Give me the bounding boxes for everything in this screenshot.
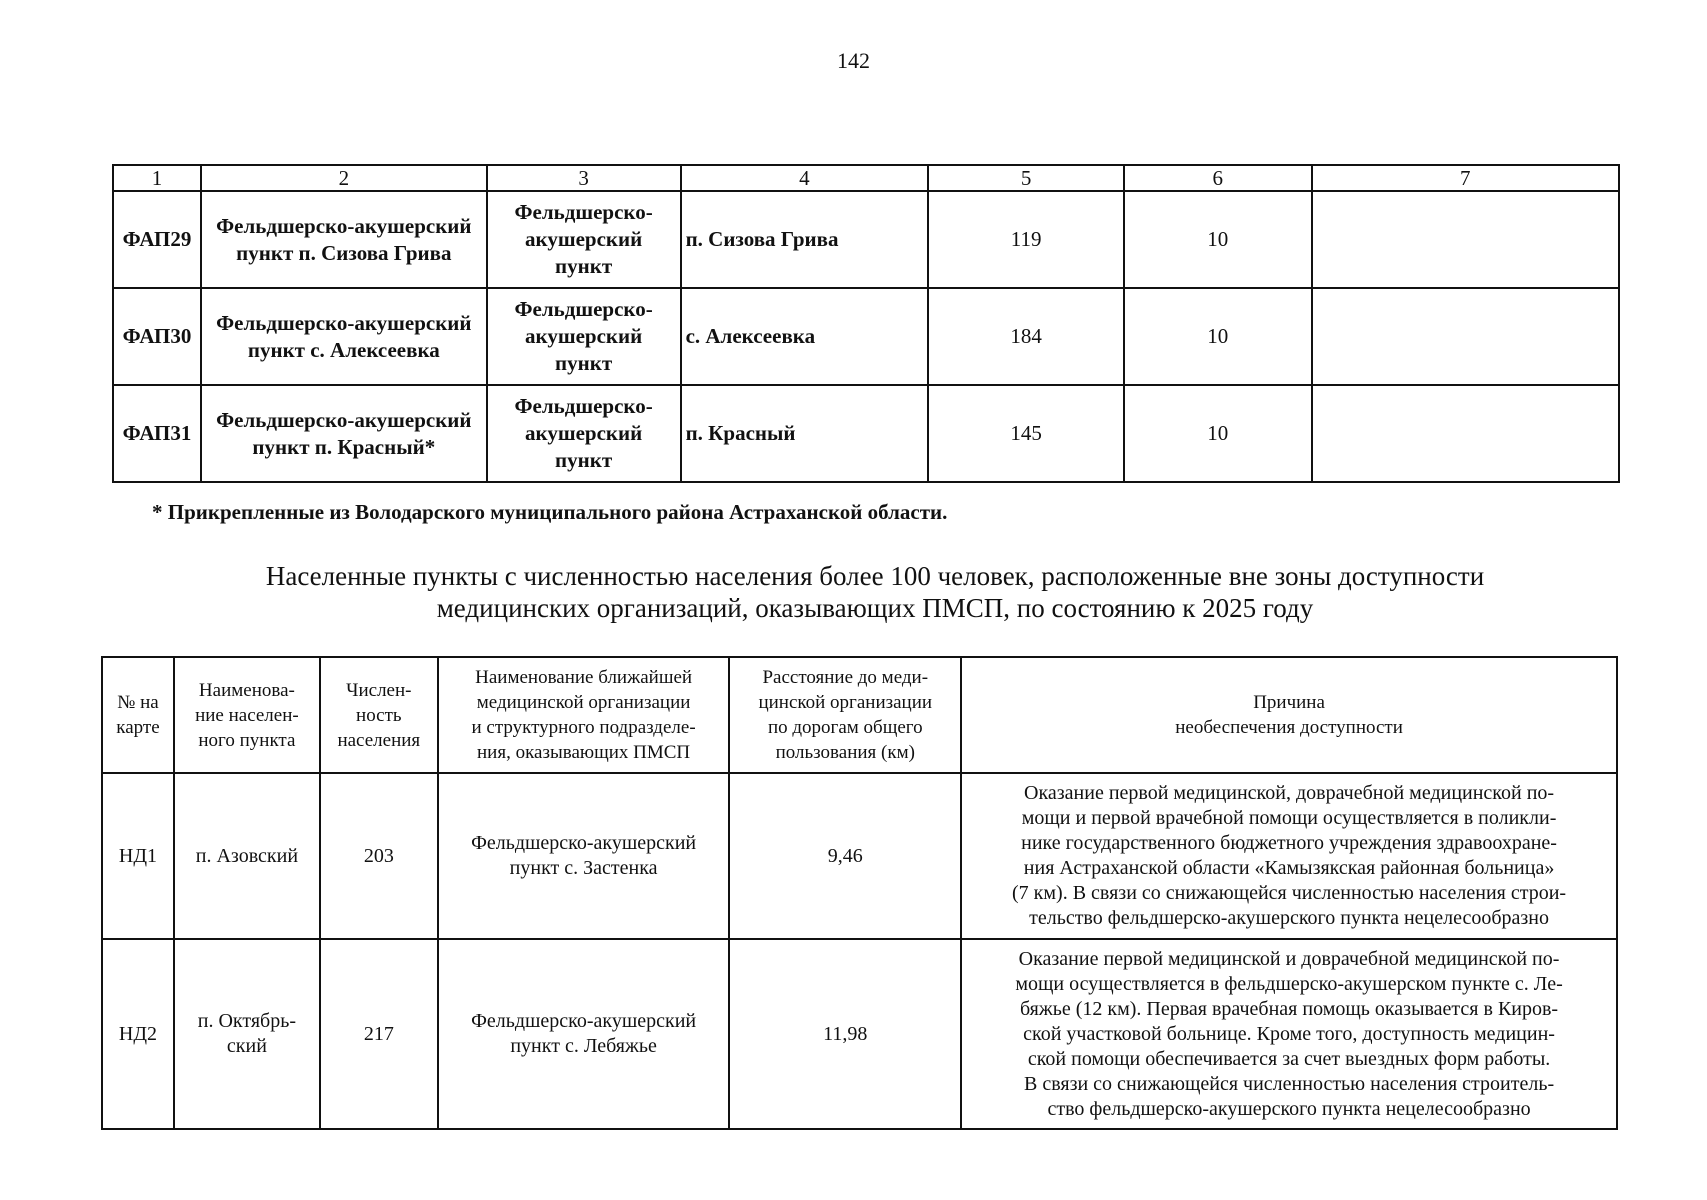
map-no: НД2	[102, 939, 174, 1129]
table-row	[102, 773, 1617, 939]
facility-type: Фельдшерско- акушерский пункт	[487, 288, 681, 385]
column-number: 5	[928, 165, 1124, 191]
header-map-no: № на карте	[102, 657, 174, 773]
table-header-row	[113, 165, 1619, 191]
section-heading	[0, 560, 1707, 624]
table-row	[102, 939, 1617, 1129]
facility-name: Фельдшерско-акушерский пункт с. Алексеевка	[201, 288, 487, 385]
facility-type: Фельдшерско- акушерский пункт	[487, 385, 681, 482]
facility-name: Фельдшерско-акушерский пункт п. Сизова Грива	[201, 191, 487, 288]
facility-type: Фельдшерско- акушерский пункт	[487, 191, 681, 288]
header-distance: Расстояние до меди- цинской организации по дорогам общего пользования (км)	[729, 657, 961, 773]
settlements-table	[101, 656, 1618, 1130]
table-row	[113, 288, 1619, 385]
nearest-org: Фельдшерско-акушерский пункт с. Лебяжье	[438, 939, 730, 1129]
column-number: 4	[681, 165, 929, 191]
facility-col6: 10	[1124, 385, 1312, 482]
facility-col5: 184	[928, 288, 1124, 385]
heading-line: Населенные пункты с численностью населения более 100 человек, расположенные вне зоны доступности	[265, 561, 1485, 591]
column-number: 2	[201, 165, 487, 191]
facilities-table	[112, 164, 1620, 483]
facility-locality: п. Красный	[681, 385, 929, 482]
column-number: 7	[1312, 165, 1619, 191]
facility-code: ФАП31	[113, 385, 201, 482]
facility-col7	[1312, 191, 1619, 288]
reason: Оказание первой медицинской и доврачебной медицинской по- мощи осуществляется в фельдшерско-акушерском пункте с. Ле- бяжье (12 км). Первая врачебная помощь оказывается в Киров- ской участковой больнице. Кроме того, доступность медицин- ской помощи обеспечивается за счет выездных форм работы. В связи со снижающейся численностью населения строитель- ство фельдшерско-акушерского пункта нецелесообразно	[961, 939, 1617, 1129]
distance: 11,98	[729, 939, 961, 1129]
facility-locality: п. Сизова Грива	[681, 191, 929, 288]
header-nearest-org: Наименование ближайшей медицинской организации и структурного подразделе- ния, оказывающих ПМСП	[438, 657, 730, 773]
facility-col6: 10	[1124, 288, 1312, 385]
population: 217	[320, 939, 438, 1129]
nearest-org: Фельдшерско-акушерский пункт с. Застенка	[438, 773, 730, 939]
reason: Оказание первой медицинской, доврачебной медицинской по- мощи и первой врачебной помощи осуществляется в поликли- нике государственного бюджетного учреждения здравоохране- ния Астраханской области «Камызякская районная больница» (7 км). В связи со снижающейся численностью населения строи- тельство фельдшерско-акушерского пункта нецелесообразно	[961, 773, 1617, 939]
page-number: 142	[837, 48, 870, 73]
header-settlement: Наименова- ние населен- ного пункта	[174, 657, 320, 773]
heading-line: медицинских организаций, оказывающих ПМСП, по состоянию к 2025 году	[436, 593, 1314, 623]
facility-locality: с. Алексеевка	[681, 288, 929, 385]
facility-code: ФАП30	[113, 288, 201, 385]
facility-col6: 10	[1124, 191, 1312, 288]
table-row	[113, 385, 1619, 482]
column-number: 1	[113, 165, 201, 191]
column-number: 6	[1124, 165, 1312, 191]
table-row	[113, 191, 1619, 288]
facility-col7	[1312, 288, 1619, 385]
table-header-row	[102, 657, 1617, 773]
population: 203	[320, 773, 438, 939]
header-reason: Причина необеспечения доступности	[961, 657, 1617, 773]
footnote: * Прикрепленные из Володарского муниципального района Астраханской области.	[152, 500, 948, 524]
facility-col5: 145	[928, 385, 1124, 482]
facility-name: Фельдшерско-акушерский пункт п. Красный*	[201, 385, 487, 482]
facility-code: ФАП29	[113, 191, 201, 288]
facility-col5: 119	[928, 191, 1124, 288]
column-number: 3	[487, 165, 681, 191]
settlement-name: п. Азовский	[174, 773, 320, 939]
settlement-name: п. Октябрь- ский	[174, 939, 320, 1129]
header-population: Числен- ность населения	[320, 657, 438, 773]
facility-col7	[1312, 385, 1619, 482]
distance: 9,46	[729, 773, 961, 939]
map-no: НД1	[102, 773, 174, 939]
